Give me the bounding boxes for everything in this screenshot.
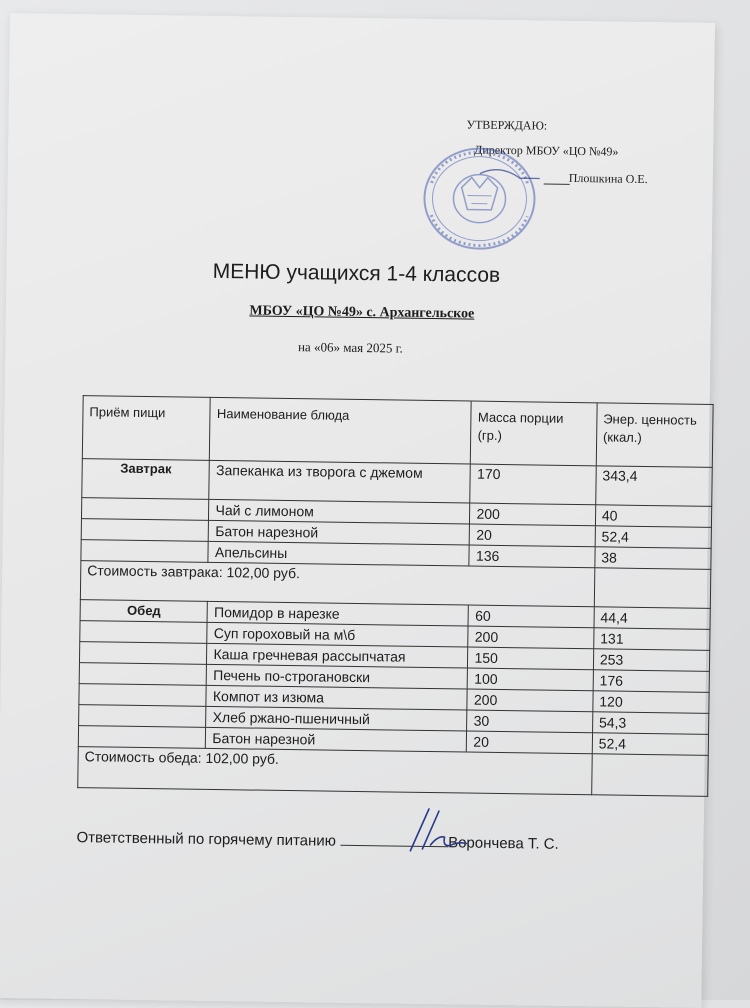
dish-energy: 176 (593, 670, 709, 693)
lunch-cost: Стоимость обеда: 102,00 руб. (78, 747, 592, 795)
handwritten-signature-icon (400, 805, 471, 856)
approve-label: УТВЕРЖДАЮ: (466, 117, 548, 133)
dish-mass: 30 (467, 710, 593, 733)
meal-cell (81, 498, 209, 521)
meal-cell (79, 642, 207, 665)
meal-cell (79, 684, 207, 707)
responsible-name: Ворончева Т. С. (448, 834, 559, 853)
dish-mass: 200 (470, 503, 596, 526)
col-header-dish: Наименование блюда (210, 397, 472, 464)
dish-energy: 52,4 (595, 526, 711, 549)
meal-cell (78, 726, 206, 749)
dish-energy: 52,4 (592, 733, 708, 756)
approver-position: Директор МБОУ «ЦО №49» (474, 142, 619, 159)
dish-energy: 253 (593, 649, 709, 672)
dish-name: Апельсины (208, 541, 469, 566)
dish-energy: 120 (593, 691, 709, 714)
dish-name: Запеканка из творога с джемом (209, 460, 471, 503)
dish-energy: 131 (594, 628, 710, 651)
cost-empty-cell (592, 754, 709, 797)
responsible-label: Ответственный по горячему питанию (76, 829, 337, 850)
school-name: МБОУ «ЦО №49» с. Архангельское (249, 303, 475, 322)
approver-name: Плошкина О.Е. (568, 170, 648, 186)
cost-empty-cell (594, 568, 711, 609)
meal-cell (80, 621, 208, 644)
dish-mass: 200 (468, 626, 594, 649)
dish-name: Батон нарезной (206, 727, 467, 752)
dish-name: Суп гороховый на м\б (207, 622, 468, 647)
dish-name: Каша гречневая рассыпчатая (207, 643, 468, 668)
meal-label-breakfast: Завтрак (82, 459, 210, 500)
dish-name: Батон нарезной (209, 520, 470, 545)
dish-energy: 44,4 (594, 607, 710, 630)
dish-mass: 200 (467, 689, 593, 712)
dish-mass: 20 (470, 524, 596, 547)
table-header-row (82, 396, 713, 468)
page-title: МЕНЮ учащихся 1-4 классов (212, 259, 501, 287)
dish-energy: 343,4 (596, 466, 713, 507)
dish-mass: 136 (469, 545, 595, 568)
dish-name: Компот из изюма (206, 685, 467, 710)
meal-cell (81, 519, 209, 542)
dish-name: Печень по-строгановски (207, 664, 468, 689)
document-sheet (0, 13, 715, 1008)
col-header-mass: Масса порции (гр.) (471, 401, 597, 466)
dish-name: Хлеб ржано-пшеничный (206, 706, 467, 731)
menu-table (77, 395, 713, 797)
col-header-meal: Приём пищи (82, 396, 210, 461)
menu-date: на «06» мая 2025 г. (297, 339, 403, 356)
dish-mass: 60 (468, 605, 594, 628)
dish-mass: 100 (468, 668, 594, 691)
official-stamp-icon (419, 143, 541, 255)
dish-name: Чай с лимоном (209, 499, 470, 524)
dish-mass: 170 (470, 464, 596, 505)
responsible-line (76, 829, 558, 853)
meal-cell (81, 540, 209, 563)
dish-energy: 40 (595, 505, 711, 528)
approver-signature-line (544, 184, 570, 185)
lunch-cost-row (78, 747, 709, 797)
breakfast-cost: Стоимость завтрака: 102,00 руб. (80, 561, 594, 607)
meal-label-lunch: Обед (80, 600, 208, 623)
dish-energy: 54,3 (592, 712, 708, 735)
dish-name: Помидор в нарезке (207, 601, 468, 626)
dish-energy: 38 (595, 547, 711, 570)
meal-cell (79, 705, 207, 728)
col-header-energy: Энер. ценность (ккал.) (596, 403, 713, 468)
dish-mass: 20 (467, 731, 593, 754)
meal-cell (79, 663, 207, 686)
dish-mass: 150 (468, 647, 594, 670)
